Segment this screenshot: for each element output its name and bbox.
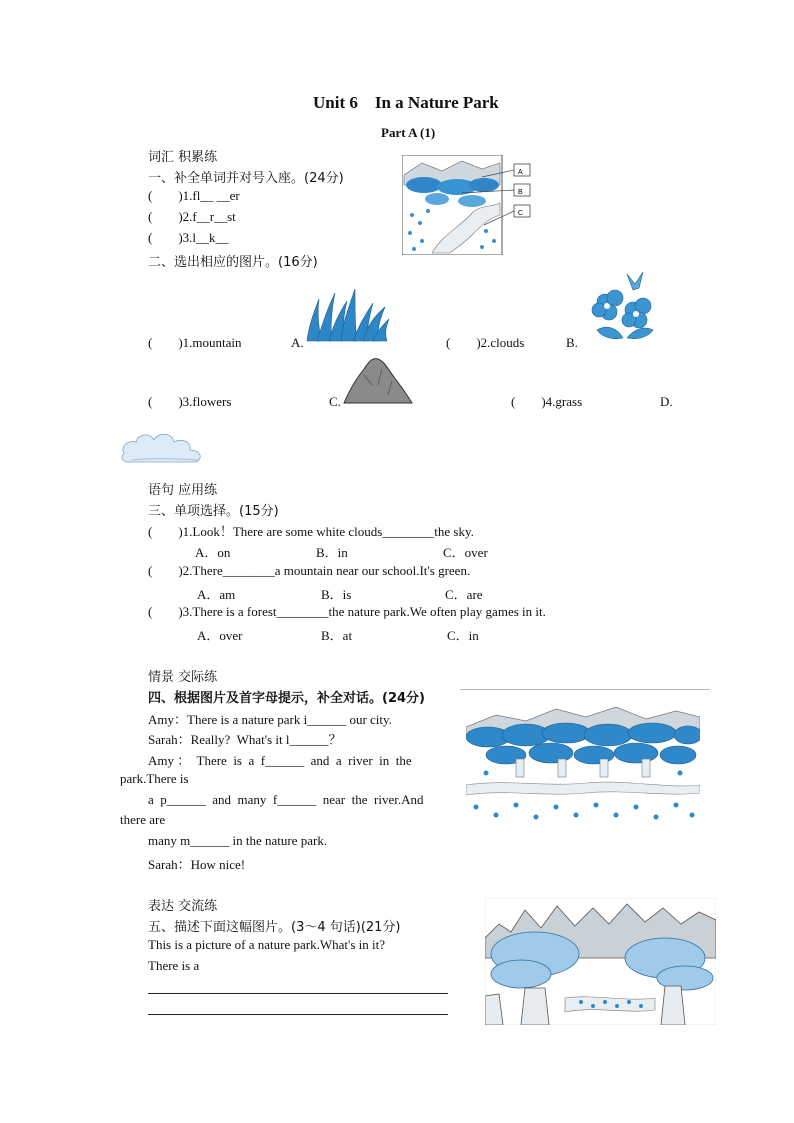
dialogue-line-2: Sarah：Really? What's it l______？: [148, 732, 342, 747]
dialogue-line-3: Amy ： There is a f______ and a river in the: [148, 753, 412, 768]
q1-option-c: C．over: [443, 545, 488, 560]
q3-option-a: A．over: [197, 628, 243, 643]
q3-option-c: C．in: [447, 628, 479, 643]
section2-question-2: ( )2.clouds: [446, 335, 525, 350]
section2-question-1: ( )1.mountain: [148, 335, 242, 350]
dialogue-line-6: there are: [120, 812, 166, 827]
answer-line-1: [148, 993, 448, 994]
section5-prompt: This is a picture of a nature park.What's in it?: [148, 937, 385, 952]
option-b-label: B.: [566, 335, 578, 350]
section4-heading: 四、根据图片及首字母提示，补全对话。(24分): [148, 691, 425, 706]
q2-option-b: B．is: [321, 587, 352, 602]
section2-heading: 二、选出相应的图片。(16分): [148, 255, 318, 270]
q1-option-b: B．in: [316, 545, 348, 560]
q3-option-b: B．at: [321, 628, 353, 643]
dialogue-line-4: park.There is: [120, 771, 189, 786]
flowers-image: [587, 268, 662, 346]
section3-question-2: ( )2.There________a mountain near our school.It's green.: [148, 563, 471, 578]
answer-line-2: [148, 1014, 448, 1015]
nature-park-forest-image: [466, 697, 700, 825]
mountain-image: [342, 355, 414, 405]
section4-top-rule: [460, 689, 710, 690]
option-d-label: D.: [660, 394, 673, 409]
nature-park-map-image: [402, 155, 534, 255]
nature-park-mountains-image: [485, 898, 716, 1025]
page-title: Unit 6 In a Nature Park: [313, 93, 499, 112]
map-label-c: C: [518, 210, 524, 217]
page-subtitle: Part A (1): [381, 125, 436, 140]
map-label-a: A: [518, 169, 523, 176]
option-a-label: A.: [291, 335, 304, 350]
section5-heading: 五、描述下面这幅图片。(3～4 句话)(21分): [148, 920, 401, 935]
map-label-b: B: [518, 189, 523, 196]
section3-question-1: ( )1.Look！There are some white clouds________the sky.: [148, 524, 474, 539]
section-category-dialogue: 情景 交际练: [148, 670, 218, 685]
dialogue-line-7: many m______ in the nature park.: [148, 833, 328, 848]
section3-heading: 三、单项选择。(15分): [148, 504, 279, 519]
section1-item-2: ( )2.f__r__st: [148, 209, 236, 224]
dialogue-line-5: a p______ and many f______ near the river.And: [148, 792, 424, 807]
section1-item-3: ( )3.l__k__: [148, 230, 229, 245]
dialogue-line-1: Amy：There is a nature park i______ our city.: [148, 712, 392, 727]
option-c-label: C.: [329, 394, 341, 409]
section-category-vocabulary: 词汇 积累练: [148, 150, 218, 165]
section2-question-3: ( )3.flowers: [148, 394, 232, 409]
q1-option-a: A．on: [195, 545, 231, 560]
section1-item-1: ( )1.fl__ __er: [148, 188, 240, 203]
q2-option-a: A．am: [197, 587, 236, 602]
section-category-sentences: 语句 应用练: [148, 483, 218, 498]
section-category-expression: 表达 交流练: [148, 899, 218, 914]
section5-starter: There is a: [148, 958, 200, 973]
section2-question-4: ( )4.grass: [511, 394, 583, 409]
section1-heading: 一、补全单词并对号入座。(24分): [148, 171, 344, 186]
section3-question-3: ( )3.There is a forest________the nature park.We often play games in it.: [148, 604, 546, 619]
q2-option-c: C．are: [445, 587, 483, 602]
dialogue-line-8: Sarah：How nice!: [148, 857, 246, 872]
grass-image: [303, 285, 391, 343]
clouds-image: [118, 424, 208, 466]
